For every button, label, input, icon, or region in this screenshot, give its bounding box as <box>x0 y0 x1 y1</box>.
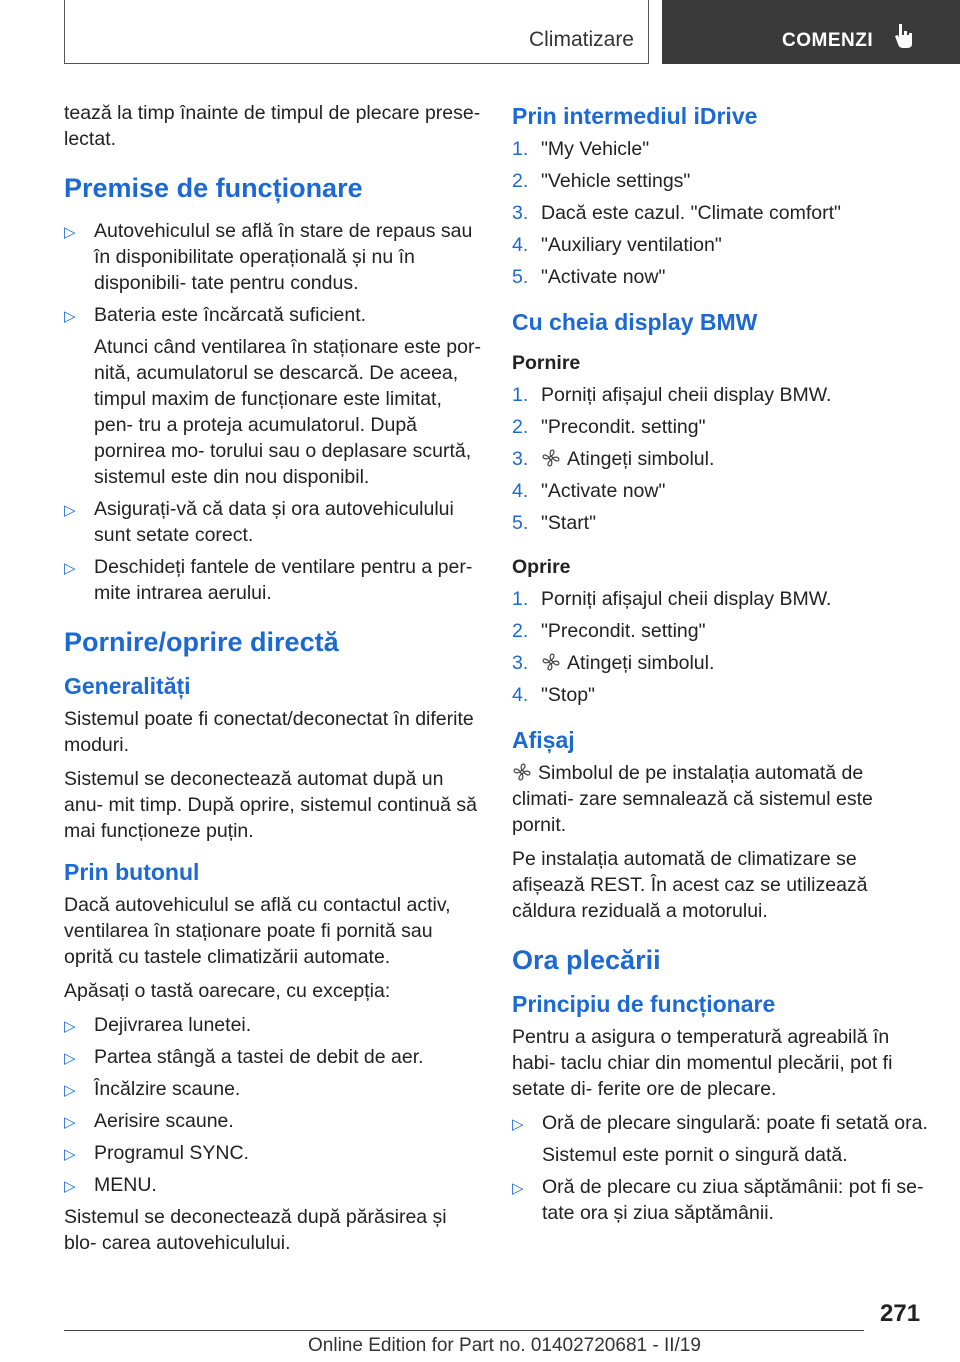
list-item: ▷ Aerisire scaune. <box>64 1108 482 1134</box>
principle-note: Sistemul este pornit o singură dată. <box>542 1144 848 1166</box>
list-item: 4. "Activate now" <box>512 480 666 502</box>
list-item: ▷ Oră de plecare cu ziua săptămânii: pot fi se‐ tate ora și ziua săptămânii. <box>512 1176 924 1224</box>
bullet-triangle-icon: ▷ <box>64 1146 76 1163</box>
list-item: 1. "My Vehicle" <box>512 138 650 160</box>
bullet-triangle-icon: ▷ <box>512 1180 524 1197</box>
list-item: ▷ Autovehiculul se află în stare de repaus sau în disponibilitate operațională și nu în disponibili‐ tate pentru condus. <box>64 220 473 294</box>
list-item: 3. Atingeți simbolul. <box>512 652 715 674</box>
departure-heading: Ora plecării <box>512 945 661 975</box>
chapter-title: COMENZI <box>782 30 874 51</box>
footer-edition: Online Edition for Part no. 01402720681 - II/19 <box>308 1335 701 1356</box>
list-item: 3. Atingeți simbolul. <box>512 448 715 470</box>
left-column <box>64 100 482 1264</box>
header-section-box <box>64 0 649 64</box>
list-item: 1. Porniți afișajul cheii display BMW. <box>512 384 832 406</box>
general-paragraph: Sistemul poate fi conectat/deconectat în diferite moduri. <box>64 708 474 756</box>
general-heading: Generalități <box>64 673 191 699</box>
list-item: 5. "Activate now" <box>512 266 666 288</box>
list-item: ▷ MENU. <box>64 1172 482 1198</box>
idrive-heading: Prin intermediul iDrive <box>512 103 758 129</box>
bullet-triangle-icon: ▷ <box>64 1178 76 1195</box>
list-item: 2. "Vehicle settings" <box>512 170 691 192</box>
bullet-triangle-icon: ▷ <box>64 1114 76 1131</box>
premise-note: Atunci când ventilarea în staționare este por‐ nită, acumulatorul se descarcă. De aceea, timpul maxim de funcționare este limitat, pen‐ tru a proteja acumulatorul. După pornirea mo‐ torului sau o deplasare scurtă, sistemul este din nou disponibil. <box>94 336 481 488</box>
list-item: 5. "Start" <box>512 512 597 534</box>
key-heading: Cu cheia display BMW <box>512 309 758 335</box>
stop-label: Oprire <box>512 556 571 578</box>
list-item: ▷ Programul SYNC. <box>64 1140 482 1166</box>
bullet-triangle-icon: ▷ <box>64 1018 76 1035</box>
fan-icon <box>541 448 561 468</box>
list-item: 2. "Precondit. setting" <box>512 620 706 642</box>
hand-pointer-icon <box>894 22 916 50</box>
bullet-triangle-icon: ▷ <box>64 560 76 577</box>
section-title: Climatizare <box>528 28 634 51</box>
list-item: 4. "Auxiliary ventilation" <box>512 234 722 256</box>
list-item: ▷ Bateria este încărcată suficient. <box>64 302 482 328</box>
fan-icon <box>541 652 561 672</box>
button-paragraph: Sistemul se deconectează după părăsirea și blo‐ carea autovehiculului. <box>64 1206 447 1254</box>
bullet-triangle-icon: ▷ <box>64 224 76 241</box>
direct-heading: Pornire/oprire directă <box>64 627 339 657</box>
bullet-triangle-icon: ▷ <box>64 308 76 325</box>
list-item: 2. "Precondit. setting" <box>512 416 706 438</box>
display-paragraph: Pe instalația automată de climatizare se afișează REST. În acest caz se utilizează căldura reziduală a motorului. <box>512 848 868 922</box>
bullet-triangle-icon: ▷ <box>64 1050 76 1067</box>
right-column <box>512 100 930 1232</box>
fan-icon <box>512 762 532 782</box>
display-heading: Afișaj <box>512 727 575 753</box>
page-number: 271 <box>880 1300 921 1327</box>
list-item: ▷ Deschideți fantele de ventilare pentru a per‐ mite intrarea aerului. <box>64 556 473 604</box>
list-item: 1. Porniți afișajul cheii display BMW. <box>512 588 832 610</box>
bullet-triangle-icon: ▷ <box>64 502 76 519</box>
bullet-triangle-icon: ▷ <box>64 1082 76 1099</box>
premise-heading: Premise de funcționare <box>64 173 363 203</box>
list-item: ▷ Asigurați-vă că data și ora autovehiculului sunt setate corect. <box>64 498 454 546</box>
list-item: ▷ Încălzire scaune. <box>64 1076 482 1102</box>
intro-text: tează la timp înainte de timpul de plecare prese‐ lectat. <box>64 102 481 150</box>
start-label: Pornire <box>512 352 581 374</box>
principle-paragraph: Pentru a asigura o temperatură agreabilă în habi‐ taclu chiar din momentul plecării, pot fi setate di‐ ferite ore de plecare. <box>512 1026 893 1100</box>
button-paragraph: Apăsați o tastă oarecare, cu excepția: <box>64 980 391 1002</box>
button-paragraph: Dacă autovehiculul se află cu contactul activ, ventilarea în staționare poate fi pornită sau oprită cu tastele climatizării automate. <box>64 894 451 968</box>
principle-heading: Principiu de funcționare <box>512 991 776 1017</box>
list-item: 4. "Stop" <box>512 684 595 706</box>
list-item: ▷ Partea stângă a tastei de debit de aer. <box>64 1044 482 1070</box>
header-chapter-box <box>662 0 960 64</box>
list-item: 3. Dacă este cazul. "Climate comfort" <box>512 202 841 224</box>
display-paragraph: Simbolul de pe instalația automată de climati‐ zare semnalează că sistemul este pornit. <box>512 762 873 836</box>
bullet-triangle-icon: ▷ <box>512 1116 524 1133</box>
footer-divider <box>64 1330 864 1331</box>
list-item: ▷ Dejivrarea lunetei. <box>64 1012 482 1038</box>
button-heading: Prin butonul <box>64 859 200 885</box>
list-item: ▷ Oră de plecare singulară: poate fi setată ora. <box>512 1110 930 1136</box>
general-paragraph: Sistemul se deconectează automat după un anu‐ mit timp. După oprire, sistemul continuă să mai funcționeze puțin. <box>64 768 477 842</box>
